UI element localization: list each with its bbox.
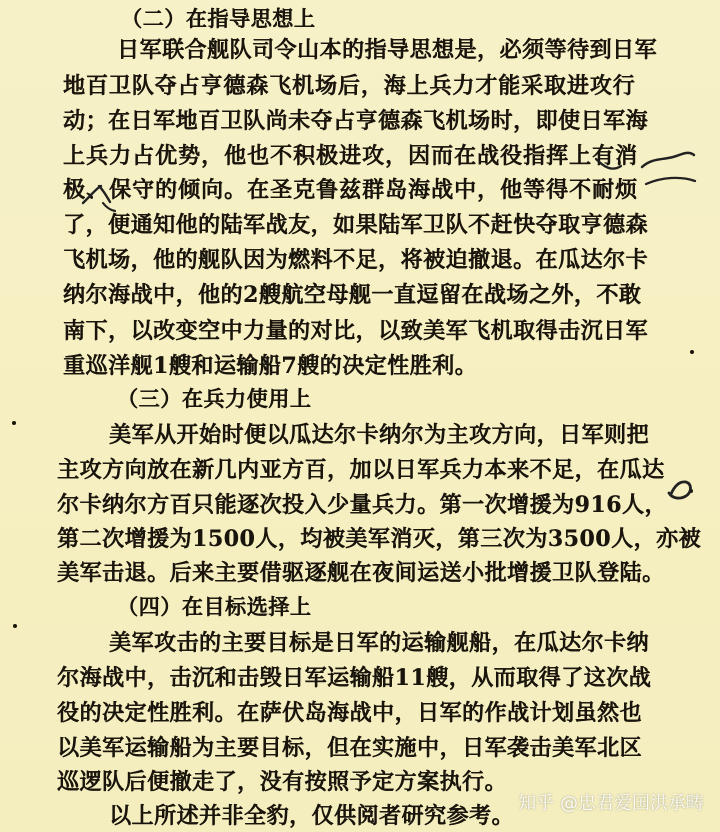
paragraph-line: 地百卫队夺占亨德森飞机场后，海上兵力才能采取进攻行 [63,73,636,99]
paragraph-line: 主攻方向放在新几内亚方百，加以日军兵力本来不足，在瓜达 [57,457,665,483]
paragraph-line: 南下，以改变空中力量的对比，以致美军飞机取得击沉日军 [63,318,649,344]
paragraph-line: 以上所述并非全豹，仅供阅者研究参考。 [109,803,515,829]
margin-dot [12,421,16,425]
section-heading-3: （三）在兵力使用上 [117,386,312,411]
paragraph-line: 动；在日军地百卫队尚未夺占亨德森飞机场时，即使日军海 [63,108,649,134]
margin-dot [690,350,694,354]
paragraph-line: 上兵力占优势，他也不积极进攻，因而在战役指挥上有消 [63,143,639,169]
paragraph-line: 重巡洋舰1艘和运输船7艘的决定性胜利。 [63,353,478,379]
paragraph-line: 了，便通知他的陆军战友，如果陆军卫队不赶快夺取亨德森 [63,212,649,238]
zhihu-watermark: 知乎 @忠君爱国洪承畴 [518,793,704,814]
margin-dot [689,489,693,493]
paragraph-line: 美军从开始时便以瓜达尔卡纳尔为主攻方向，日军则把 [109,422,650,448]
paragraph-line: 日军联合舰队司令山本的指导思想是，必须等待到日军 [117,37,658,63]
paragraph-line: 美军攻击的主要目标是日军的运输舰船，在瓜达尔卡纳 [109,630,650,656]
paragraph-line: 巡逻队后便撤走了，没有按照予定方案执行。 [57,769,508,795]
paragraph-line: 役的决定性胜利。在萨伏岛海战中，日军的作战计划虽然也 [57,700,643,726]
margin-dot [13,624,17,628]
section-heading-4: （四）在目标选择上 [117,594,312,619]
paragraph-line: 第二次增援为1500人，均被美军消灭，第三次为3500人，亦被 [57,526,701,552]
paragraph-line: 尔海战中，击沉和击毁日军运输船11艘，从而取得了这次战 [57,665,652,691]
paragraph-line: 纳尔海战中，他的2艘航空母舰一直逗留在战场之外，不敢 [63,282,642,308]
section-heading-2: （二）在指导思想上 [121,6,316,31]
paragraph-line: 飞机场，他的舰队因为燃料不足，将被迫撤退。在瓜达尔卡 [63,247,649,273]
paragraph-line: 美军击退。后来主要借驱逐舰在夜间运送小批增援卫队登陆。 [57,560,665,586]
paragraph-line: 以美军运输船为主要目标，但在实施中，日军袭击美军北区 [57,735,643,761]
paragraph-line: 极、保守的倾向。在圣克鲁兹群岛海战中，他等得不耐烦 [63,177,639,203]
paragraph-line: 尔卡纳尔方百只能逐次投入少量兵力。第一次增援为916人， [57,492,667,518]
